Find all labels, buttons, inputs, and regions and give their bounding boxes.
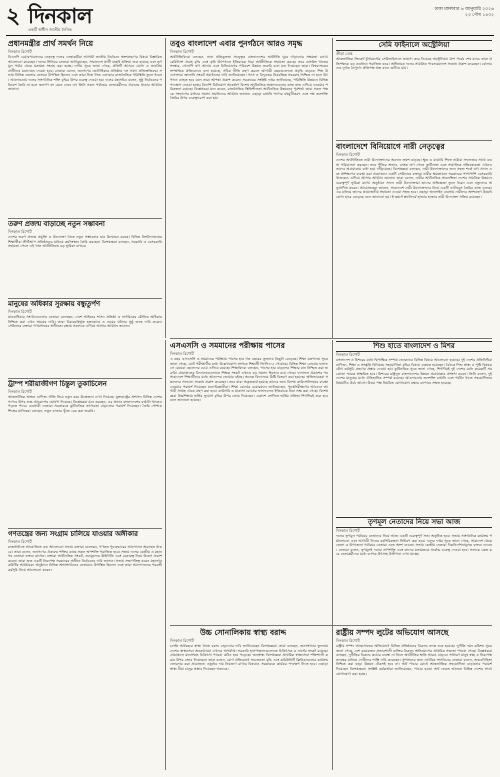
body-a4: আন্তর্জাতিক অঙ্গনে বাণিজ্য নীতি নিয়ে নতুন করে উত্তেজনা দেখা দিয়েছে। যুক্তরাষ্ট্রের প্রশাসন বিভিন্ন দেশের পণ্যের উপর শুল্ক আরোপের ঘোষণা দিয়েছে। বিশ্লেষকরা মনে করছেন, এর প্রভাব বাংলাদেশের রপ্তানি খাতেও পড়তে পারে। ব্যবসায়ী নেতারা সরকারকে কূটনৈতিক তৎপরতা বাড়ানোর পরামর্শ দিয়েছেন। তৈরি পোশাক শিল্পের মালিকরা বলছেন, নতুন বাজার খুঁজে বের করা জরুরি। bbox=[8, 395, 162, 413]
body-a5: রাজধানীতে আয়োজিত এক আলোচনা সভায় বক্তারা বলেছেন, গণতন্ত্র পুনরুদ্ধারের আন্দোলন অব্যাহত থাকবে। তারা বলেন, জনগণের ঐক্যবদ্ধ শক্তির কাছে সকল অপশক্তি পরাজিত হবে। সভায় দলের কেন্দ্রীয় ও মহানগর নেতারা বক্তব্য রাখেন। বক্তারা অর্থনৈতিক সংকট, দ্রব্যমূল্যের ঊর্ধ্বগতি এবং বেকারত্ব নিয়ে উদ্বেগ প্রকাশ করেন। তারা দ্রুত একটি নিরপেক্ষ সরকারের অধীনে নির্বাচনের দাবি জানান। সভায় সভাপতিত্ব করেন মহানগর কমিটির আহ্বায়ক। অনুষ্ঠানে বিভিন্ন অঙ্গসংগঠনের নেতারাও উপস্থিত ছিলেন এবং তারা আন্দোলনের পরবর্তী কর্মসূচি নিয়ে আলোচনা করেন। bbox=[8, 545, 162, 572]
page-number: ২ bbox=[6, 4, 21, 29]
headline-a11: তৃণমূল নেতাদের নিয়ে সভা আজ bbox=[336, 517, 492, 528]
body-a8: আন্তর্জাতিক ক্রিকেট টুর্নামেন্টের সেমিফাইনালে জায়গা করে নিয়েছে অস্ট্রেলিয়া। গ্রুপ পর্বের শেষ ম্যাচে তারা প্রতিপক্ষকে বড় ব্যবধানে পরাজিত করে। অধিনায়ক দলের সামগ্রিক পারফরম্যান্সে সন্তোষ প্রকাশ করেছেন। বোলারদের দুর্দান্ত নৈপুণ্যে প্রতিপক্ষ অল্প রানে গুটিয়ে যায়। bbox=[336, 57, 492, 71]
byline-a11: দিনকাল রিপোর্ট bbox=[336, 528, 360, 533]
byline-a8: ক্রীড়া ডেস্ক bbox=[336, 51, 353, 56]
article-separator bbox=[8, 378, 162, 379]
column-divider bbox=[332, 38, 333, 338]
body-a9: দেশের অর্থনীতিতে নারী উদ্যোক্তাদের অবদান ক্রমশ বাড়ছে। ক্ষুদ্র ও মাঝারি শিল্পে নারীরা সফলতার সাথে ব্যবসা পরিচালনা করছেন। তবে পুঁজির অভাব, ব্যাংক ঋণ পেতে জটিলতা এবং সামাজিক প্রতিবন্ধকতা এখনও তাদের অগ্রযাত্রায় বাধা হয়ে দাঁড়িয়েছে। বিশেষজ্ঞরা বলছেন, নারী উদ্যোক্তাদের জন্য সহজ শর্তে ঋণ প্রদান এবং প্রশিক্ষণের ব্যবস্থা করা প্রয়োজন। একটি সেমিনারে বক্তারা নারীর ক্ষমতায়নে সরকারের পাশাপাশি বেসরকারি খাতকেও এগিয়ে আসার আহ্বান জানান। তারা বলেন, নারীর অর্থনৈতিক স্বাবলম্বিতা দেশের সামগ্রিক উন্নয়নে গুরুত্বপূর্ণ ভূমিকা রাখে। অনুষ্ঠানে সফল নারী উদ্যোক্তারা তাদের অভিজ্ঞতা তুলে ধরেন এবং নতুনদের অনুপ্রাণিত করেন। আয়োজকরা জানান, সারাদেশে নারী উদ্যোক্তাদের নিয়ে একটি ডাটাবেস তৈরির কাজ চলছে। এর মাধ্যমে তাদের প্রয়োজনীয় সহায়তা দেওয়া সহজ হবে। এছাড়া অনলাইন ব্যবসায় নারীদের অংশগ্রহণ উল্লেখযোগ্য হারে বেড়েছে বলে জানানো হয়। ই-কমার্স প্ল্যাটফর্মে হাজার হাজার নারী উদ্যোক্তা সক্রিয় রয়েছেন। bbox=[336, 158, 492, 199]
section-separator bbox=[170, 338, 492, 339]
article-separator bbox=[8, 218, 162, 219]
body-a3: মানবাধিকার সংগঠনগুলোর নেতারা বলেছেন, দেশে আইনের শাসন প্রতিষ্ঠা ও নাগরিকের মৌলিক অধিকার নিশ্চিত করা এখন সময়ের দাবি। তারা বিচারবহির্ভূত হত্যাকাণ্ড ও গুমের ঘটনার সুষ্ঠু তদন্ত দাবি করেন। সেমিনারে বক্তারা গণমাধ্যমের স্বাধীনতা রক্ষায় সকলকে এগিয়ে আসার আহ্বান জানান। bbox=[8, 315, 162, 329]
byline-a1: দিনকাল রিপোর্ট bbox=[8, 49, 32, 54]
date-line-bangla: ২৩ পৌষ ১৪৩২ bbox=[464, 13, 494, 18]
article-separator bbox=[336, 140, 492, 141]
headline-a2: তরুণ প্রজন্ম বাড়াচ্ছে নতুন সম্ভাবনা bbox=[8, 220, 105, 228]
body-a10: বাংলাদেশ ও মিশরের মধ্যে দ্বিপাক্ষিক সম্পর্ক জোরদারে বিভিন্ন বিষয়ে আলোচনা হয়েছে। দুই দেশের প্রতিনিধিরা বাণিজ্য, শিক্ষা ও সংস্কৃতি বিনিময়ে সহযোগিতা বৃদ্ধির বিষয়ে একমত হয়েছেন। বৈঠকে শিশু স্বাস্থ্য ও পুষ্টি বিষয়ক যৌথ কর্মসূচি গ্রহণের প্রস্তাব দেওয়া হয়। কূটনৈতিক সূত্রে জানা গেছে, শিগগিরই দুই দেশের মধ্যে কয়েকটি সমঝোতা স্মারক স্বাক্ষরিত হবে। মিশরের রাষ্ট্রদূত বাংলাদেশের উন্নয়ন অগ্রযাত্রার প্রশংসা করেন। তিনি বলেন, দুই দেশের মানুষের মধ্যে ঐতিহাসিক সম্পর্ক রয়েছে। আলোচনায় জনশক্তি রপ্তানি এবং পর্যটন খাতে সহযোগিতার বিষয়টিও উঠে আসে। উভয় পক্ষ নিয়মিত যোগাযোগ রক্ষার ব্যাপারে সম্মত হয়েছে। bbox=[336, 358, 492, 385]
body-a7: এ বছর এসএসসি ও সমমানের পরীক্ষায় পাসের হার গত বছরের তুলনায় কিছুটা বেড়েছে। শিক্ষা মন্ত্রণালয় সূত্রে জানা গেছে, মোট পরীক্ষার্থীর মধ্যে উল্লেখযোগ্য সংখ্যক শিক্ষার্থী জিপিএ-৫ পেয়েছে। বিভিন্ন শিক্ষা বোর্ডের ফলাফলে মেয়েরা ছেলেদের চেয়ে এগিয়ে রয়েছে। শিক্ষাবিদরা বলছেন, পাসের হার বাড়লেও শিক্ষার মান নিশ্চিত করা জরুরি। গ্রামাঞ্চলের বিদ্যালয়গুলোতে শিক্ষক সংকট এখনও বড় সমস্যা হিসেবে রয়ে গেছে। ফলাফল প্রকাশের পর সারাদেশে শিক্ষার্থীদের মধ্যে আনন্দের জোয়ার বইছে। অনেক বিদ্যালয়ে মিষ্টি বিতরণ করা হয়েছে। অভিভাবকরা সন্তানদের সাফল্যে সন্তোষ প্রকাশ করেছেন। তবে যারা অকৃতকার্য হয়েছে তাদের জন্য বিশেষ কাউন্সেলিংয়ের ব্যবস্থা নেওয়ার পরামর্শ দিয়েছেন মনোবিজ্ঞানীরা। শিক্ষা বোর্ডের চেয়ারম্যান জানিয়েছেন, পুনঃনিরীক্ষণের আবেদন আগামী সপ্তাহ থেকে গ্রহণ করা হবে। কারিগরি ও মাদ্রাসা বোর্ডের ফলাফলেও ইতিবাচক ধারা লক্ষ করা গেছে। বিশেষজ্ঞরা উচ্চশিক্ষায় ভর্তির সুযোগ বৃদ্ধির উপর জোর দিয়েছেন। একাদশ শ্রেণিতে ভর্তির প্রক্রিয়া শিগগিরই শুরু হবে বলে জানানো হয়েছে। bbox=[170, 357, 328, 403]
byline-a2: দিনকাল রিপোর্ট bbox=[8, 229, 32, 234]
column-divider bbox=[165, 340, 166, 770]
byline-a10: দিনকাল রিপোর্ট bbox=[336, 352, 360, 357]
column-divider bbox=[165, 38, 166, 338]
headline-a9: বাংলাদেশে বিনিয়োগে নারী নেতৃত্বের bbox=[336, 142, 445, 151]
masthead bbox=[6, 4, 494, 34]
newspaper-logo: দিনকাল bbox=[28, 4, 93, 28]
headline-a8: সেমি ফাইনালে অস্ট্রেলিয়া bbox=[336, 40, 492, 51]
column-divider bbox=[332, 340, 333, 770]
headline-a1: প্রধানমন্ত্রীর প্রার্থ সমর্থন নিয়ে bbox=[8, 39, 94, 48]
byline-a7: দিনকাল রিপোর্ট bbox=[170, 351, 194, 356]
byline-a12: দিনকাল রিপোর্ট bbox=[336, 638, 360, 643]
section-separator bbox=[170, 625, 492, 626]
headline-a7: এসএসসি ও সমমানের পরীক্ষায় পাসের bbox=[170, 341, 285, 350]
dateline bbox=[434, 7, 494, 19]
headline-a6: তবুও বাংলাদেশ এবার পুনর্গঠনে আরও সমৃদ্ধ bbox=[170, 39, 303, 48]
body-a6: অর্থনীতিবিদরা বলছেন, নানা প্রতিকূলতা সত্ত্বেও বাংলাদেশের অর্থনীতি ঘুরে দাঁড়ানোর সক্ষমতা রাখে। রেমিট্যান্স প্রবাহ বৃদ্ধি এবং কৃষি উৎপাদনে ইতিবাচক ধারা অর্থনীতিকে সহায়তা করছে। তবে ব্যাংকিং খাতের সংস্কার, খেলাপি ঋণ আদায় এবং বিনিয়োগের পরিবেশ উন্নয়ন জরুরি বলে মত দিয়েছেন তারা। বিশ্বব্যাংকের সাম্প্রতিক প্রতিবেদনে বলা হয়েছে, সঠিক নীতি গ্রহণ করলে আগামী বছরগুলোতে প্রবৃদ্ধি বাড়বে। শিল্প উদ্যোক্তারা জ্বালানি সংকট সমাধানের দাবি জানিয়েছেন। গ্যাস ও বিদ্যুতের নিরবচ্ছিন্ন সরবরাহ নিশ্চিত না হলে উৎপাদন ব্যাহত হবে বলে তারা আশঙ্কা প্রকাশ করেন। সরকারের সংশ্লিষ্ট দপ্তর জানিয়েছে, পরিস্থিতি উন্নয়নে বিভিন্ন পদক্ষেপ নেওয়া হচ্ছে। বিদেশি বিনিয়োগ আকর্ষণে বিশেষ অর্থনৈতিক অঞ্চলগুলোর কাজ দ্রুত এগিয়ে নেওয়ার পরিকল্পনা রয়েছে। বিশ্লেষকরা মনে করেন, রাজনৈতিক স্থিতিশীলতা অর্থনৈতিক উন্নয়নের পূর্বশর্ত। তারা সকল পক্ষকে সংলাপের মাধ্যমে সমস্যা সমাধানের আহ্বান জানান। এছাড়া রপ্তানি পণ্যের বহুমুখীকরণ এবং দক্ষ জনশক্তি তৈরির উপর গুরুত্বারোপ করা হয়। bbox=[170, 55, 328, 101]
body-a1: বিএনপি চেয়ারপারসনের নেতৃত্বে দলের নেতাকর্মীরা আগামী জাতীয় নির্বাচনে অংশগ্রহণের বিষয়ে বিস্তারিত আলোচনা করেছেন। দলের সিনিয়র নেতারা জানিয়েছেন, সারাদেশে প্রার্থী বাছাই প্রক্রিয়া শুরু হয়েছে এবং তৃণমূল পর্যায় থেকে মতামত সংগ্রহ করা হচ্ছে। দলীয় সূত্রে জানা গেছে, প্রতিটি আসনে যোগ্য ও জনপ্রিয় প্রার্থীদের মনোনয়ন দেওয়া হবে। নেতারা বলেন, জনগণের ভোটাধিকার প্রতিষ্ঠায় দল সর্বদা প্রতিশ্রুতিবদ্ধ। সভায় বিভিন্ন জেলার নেতারা উপস্থিত ছিলেন এবং তারা নিজ নিজ এলাকার রাজনৈতিক পরিস্থিতি তুলে ধরেন। আলোচনায় দলের সাংগঠনিক শক্তি বৃদ্ধির উপর গুরুত্ব দেওয়া হয়। দলের মহাসচিব বলেন, সুষ্ঠু নির্বাচনের পরিবেশ তৈরি না হলে জনগণ তা মেনে নেবে না। তিনি সকল পর্যায়ের নেতাকর্মীদের ঐক্যবদ্ধ থাকার আহ্বান জানান। bbox=[8, 55, 162, 92]
byline-a9: দিনকাল রিপোর্ট bbox=[336, 152, 360, 157]
masthead-tagline: একটি স্বাধীন জাতীয় দৈনিক bbox=[28, 27, 72, 32]
body-a12: রাষ্ট্রীয় সম্পদ আত্মসাতের অভিযোগে বিভিন্ন প্রতিষ্ঠানের বিরুদ্ধে তদন্ত শুরু হয়েছে। দুর্নীতি দমন কমিশন সূত্রে জানা গেছে, বেশ কয়েকজন প্রভাবশালী ব্যক্তির বিরুদ্ধে অভিযোগের প্রাথমিক সত্যতা পাওয়া গেছে। বিশ্লেষকরা বলছেন, দুর্নীতির বিরুদ্ধে কঠোর ব্যবস্থা না নিলে অর্থনীতির ক্ষতি আরও বাড়বে। সাধারণ মানুষ স্বচ্ছ ও নিরপেক্ষ তদন্তের মাধ্যমে দোষীদের শাস্তি দাবি করেছেন। সুশাসনের জন্য নাগরিক সংগঠনের নেতারা বলেন, জবাবদিহিতা নিশ্চিত করা ছাড়া উন্নয়ন টেকসই হবে না। অর্থ পাচার রোধে আন্তর্জাতিক সহযোগিতা বাড়ানোর পরামর্শ দিয়েছেন বিশেষজ্ঞরা। সংশ্লিষ্ট কর্মকর্তারা জানিয়েছেন, পাচার হওয়া অর্থ ফেরত আনতে বিভিন্ন দেশের সাথে যোগাযোগ করা হচ্ছে। bbox=[336, 644, 492, 676]
body-a2: দেশের তরুণ প্রজন্ম প্রযুক্তি ও উদ্যোক্তা খাতে নতুন সম্ভাবনার দ্বার উন্মোচন করছে। বিভিন্ন বিশ্ববিদ্যালয়ের শিক্ষার্থীরা স্টার্টআপ প্রতিষ্ঠানের মাধ্যমে কর্মসংস্থান তৈরি করছেন। বিশেষজ্ঞরা বলছেন, সরকারি ও বেসরকারি সহায়তা পেলে এই খাত অর্থনীতিতে বড় ভূমিকা রাখবে। bbox=[8, 235, 162, 249]
byline-a4: দিনকাল রিপোর্ট bbox=[8, 389, 32, 394]
byline-a5: দিনকাল রিপোর্ট bbox=[8, 539, 32, 544]
byline-a3: দিনকাল রিপোর্ট bbox=[8, 309, 32, 314]
byline-a13: দিনকাল রিপোর্ট bbox=[170, 638, 194, 643]
date-line-gregorian: ঢাকা মঙ্গলবার ৬ জানুয়ারি ২০২৬ bbox=[434, 7, 494, 12]
body-a13: চলতি অর্থবছরে স্বাস্থ্য খাতে বরাদ্দ বাড়ানোর দাবি জানিয়েছেন বিশেষজ্ঞরা। তারা বলছেন, জনসংখ্যার তুলনায় দেশের স্বাস্থ্যসেবা অবকাঠামো এখনও অপর্যাপ্ত। সরকারি হাসপাতালগুলোতে চিকিৎসক ও নার্সের সংকট রয়েছে। গ্রামাঞ্চলে মানসম্মত চিকিৎসা পাওয়া কঠিন হয়ে পড়েছে। জনস্বাস্থ্য বিশেষজ্ঞরা প্রাথমিক স্বাস্থ্যসেবা শক্তিশালী করার উপর জোর দিয়েছেন। তারা বলেন, রোগ প্রতিরোধে সচেতনতা বৃদ্ধি এবং কমিউনিটি ক্লিনিকগুলোর কার্যক্রম জোরদার করা প্রয়োজন। ওষুধের দাম নিয়ন্ত্রণে রাখার বিষয়েও সরকারকে কার্যকর পদক্ষেপ নিতে হবে। এছাড়া স্বাস্থ্য বীমা চালুর প্রস্তাব দিয়েছেন অনেকে। bbox=[170, 644, 328, 671]
body-a11: দলের তৃণমূল পর্যায়ের নেতাদের নিয়ে আজ একটি গুরুত্বপূর্ণ সভা অনুষ্ঠিত হবে। সভায় সাংগঠনিক কার্যক্রম পর্যালোচনা এবং আগামী দিনের কর্মপরিকল্পনা নির্ধারণ করা হবে। দলের দপ্তর সূত্রে জানা গেছে, সারাদেশ থেকে জেলা ও উপজেলা পর্যায়ের নেতারা এতে অংশ নেবেন। সভায় কেন্দ্রীয় নেতারা দিকনির্দেশনামূলক বক্তব্য দেবেন। নেতারা বলেন, তৃণমূলই দলের প্রাণশক্তি এবং তাদের মতামতকে সর্বোচ্চ গুরুত্ব দেওয়া হবে। সভাকে কেন্দ্র করে নেতাকর্মীদের মধ্যে ব্যাপক উৎসাহ উদ্দীপনা দেখা যাচ্ছে। bbox=[336, 534, 492, 557]
headline-a12: রাষ্ট্রীয় সম্পদ লুটের অভিযোগ আসছে bbox=[336, 628, 449, 637]
byline-a6: দিনকাল রিপোর্ট bbox=[170, 49, 194, 54]
headline-a3: মানুষের অধিকার সুরক্ষায় বন্ধুতুর্পণ bbox=[8, 300, 100, 308]
article-separator bbox=[8, 298, 162, 299]
headline-a13: উচ্চ সোনালিকায় স্বাস্থ্য বরাদ্দ bbox=[200, 628, 286, 637]
headline-a10: শিশু হাতে বাংলাদেশ ও মিশর bbox=[336, 341, 492, 352]
article-separator bbox=[8, 528, 162, 529]
headline-a4: ট্রাম্প শরীয়াজীগণ চিন্তুল তুকাচিলেন bbox=[8, 380, 107, 388]
masthead-rule bbox=[6, 35, 494, 36]
headline-a5: গণতন্ত্রের জন্য সংগ্রাম চালিয়ে যাওয়ার অঙ্গীকার bbox=[8, 530, 138, 538]
